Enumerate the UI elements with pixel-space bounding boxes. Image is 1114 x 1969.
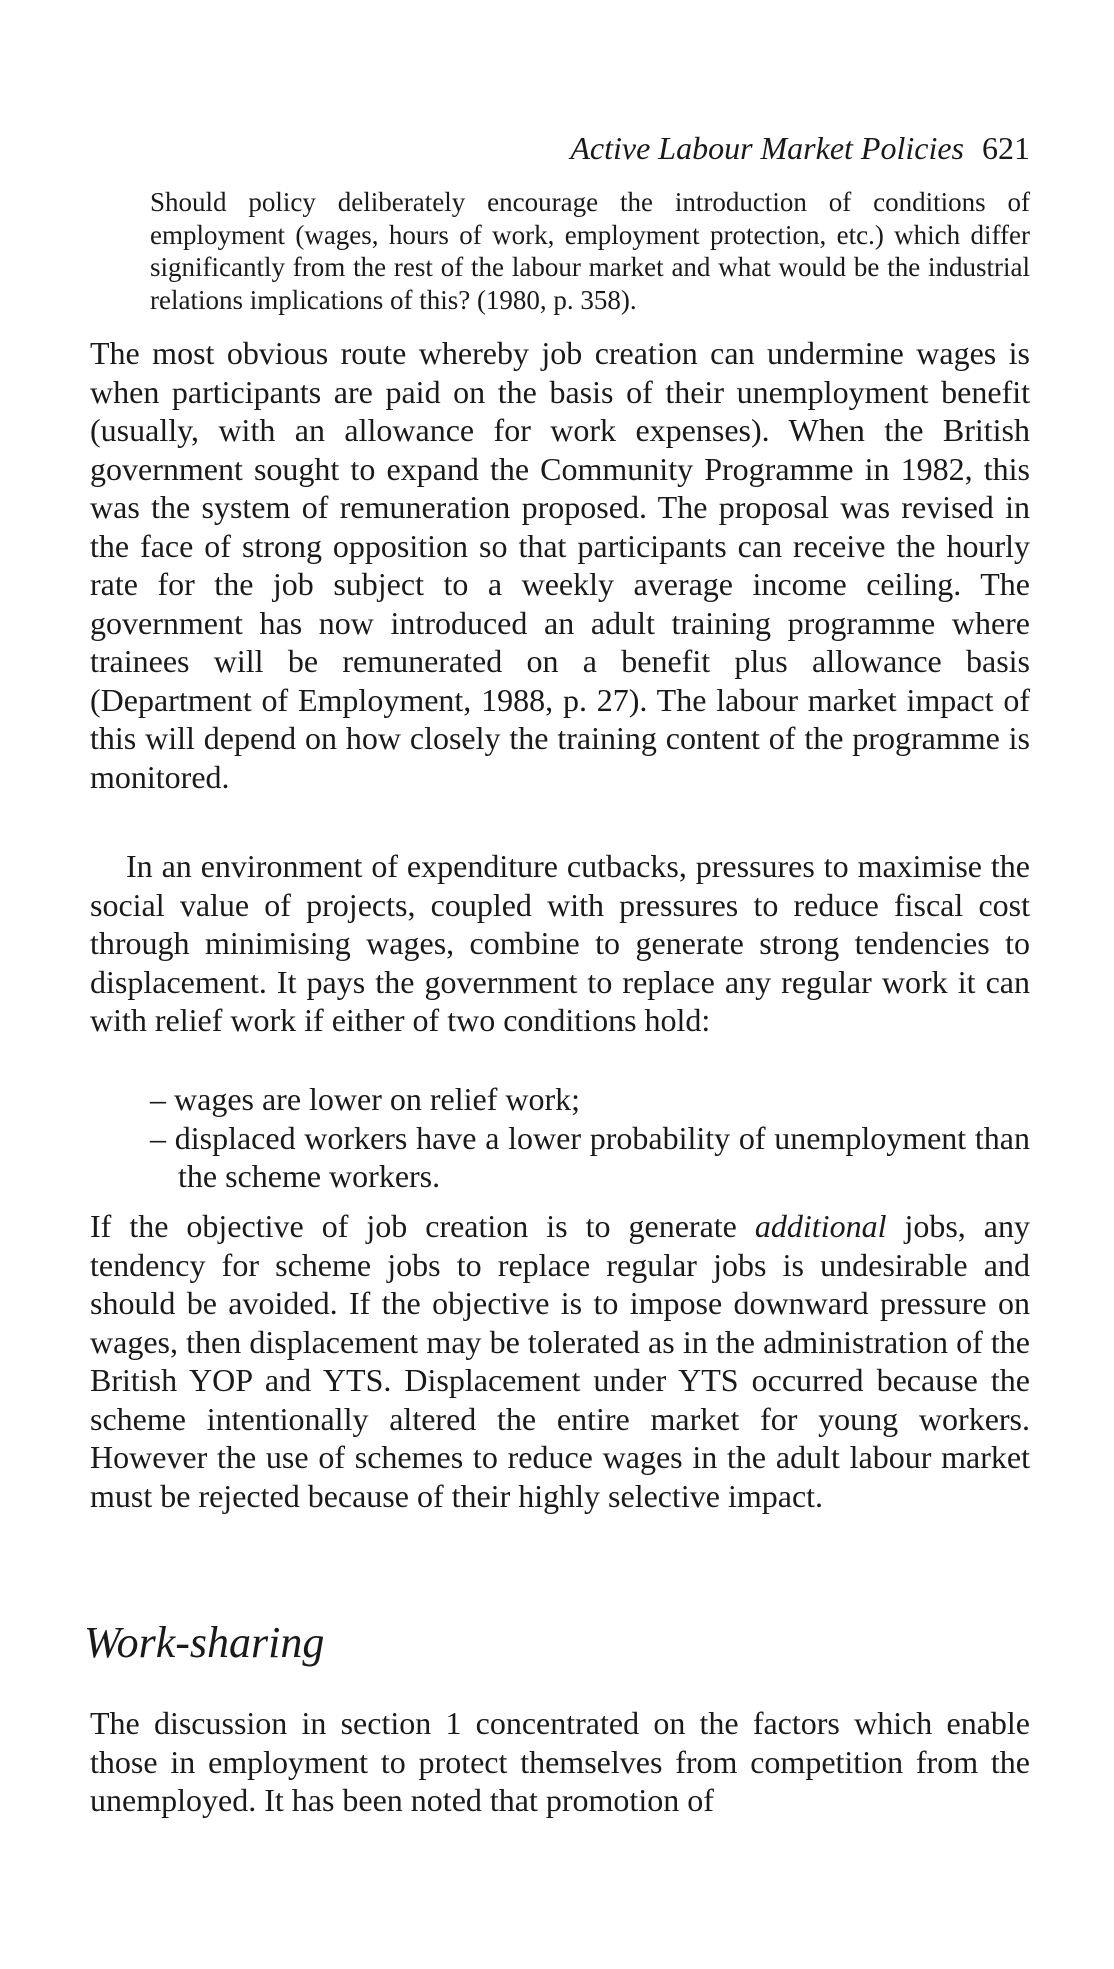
paragraph-2: In an environment of expenditure cutbacks, pressures to maximise the social value of projects, coupled with pressures to reduce fiscal cost through minimising wages, combine to generate strong tendencies to displacement. It pays the government to replace any regular work it can with relief work if either of two conditions hold: (90, 848, 1030, 1038)
paragraph-4: The discussion in section 1 concentrated on the factors which enable those in employment to protect themselves from competition from the unemployed. It has been noted that promotion of (90, 1705, 1030, 1818)
paragraph-3-text-b: jobs, any tendency for scheme jobs to replace regular jobs is undesirable and should be avoided. If the objective is to impose downward pressure on wages, then displacement may be tolerated as in the administration of the British YOP and YTS. Displacement under YTS occurred because the scheme intentionally altered the entire market for young workers. However the use of schemes to reduce wages in the adult labour market must be rejected because of their highly selective impact. (90, 1208, 1031, 1514)
paragraph-3 (90, 1207, 1030, 1515)
emphasis-additional: additional (754, 1208, 887, 1244)
list-item: – wages are lower on relief work; (150, 1081, 581, 1117)
block-quote: Should policy deliberately encourage the introduction of conditions of employment (wages, hours of work, employment protection, etc.) which differ significantly from the rest of the labour market and what would be the industrial relations implications of this? (1980, p. 358). (150, 187, 1030, 315)
paragraph-1: The most obvious route whereby job creation can undermine wages is when participants are paid on the basis of their unemployment benefit (usually, with an allowance for work expenses). When the British government sought to expand the Community Programme in 1982, this was the system of remuneration proposed. The proposal was revised in the face of strong opposition so that participants can receive the hourly rate for the job subject to a weekly average income ceiling. The government has now introduced an adult training programme where trainees will be remunerated on a benefit plus allowance basis (Department of Employment, 1988, p. 27). The labour market impact of this will depend on how closely the training content of the programme is monitored. (90, 335, 1030, 795)
running-head-title: Active Labour Market Policies (570, 130, 964, 166)
list-item: – displaced workers have a lower probability of unemployment than the scheme workers. (150, 1119, 1030, 1194)
condition-list (150, 1080, 1030, 1196)
page-number: 621 (982, 130, 1030, 166)
running-head (570, 128, 1030, 168)
section-heading: Work-sharing (84, 1618, 325, 1667)
paragraph-3-text-a: If the objective of job creation is to generate (90, 1208, 755, 1244)
